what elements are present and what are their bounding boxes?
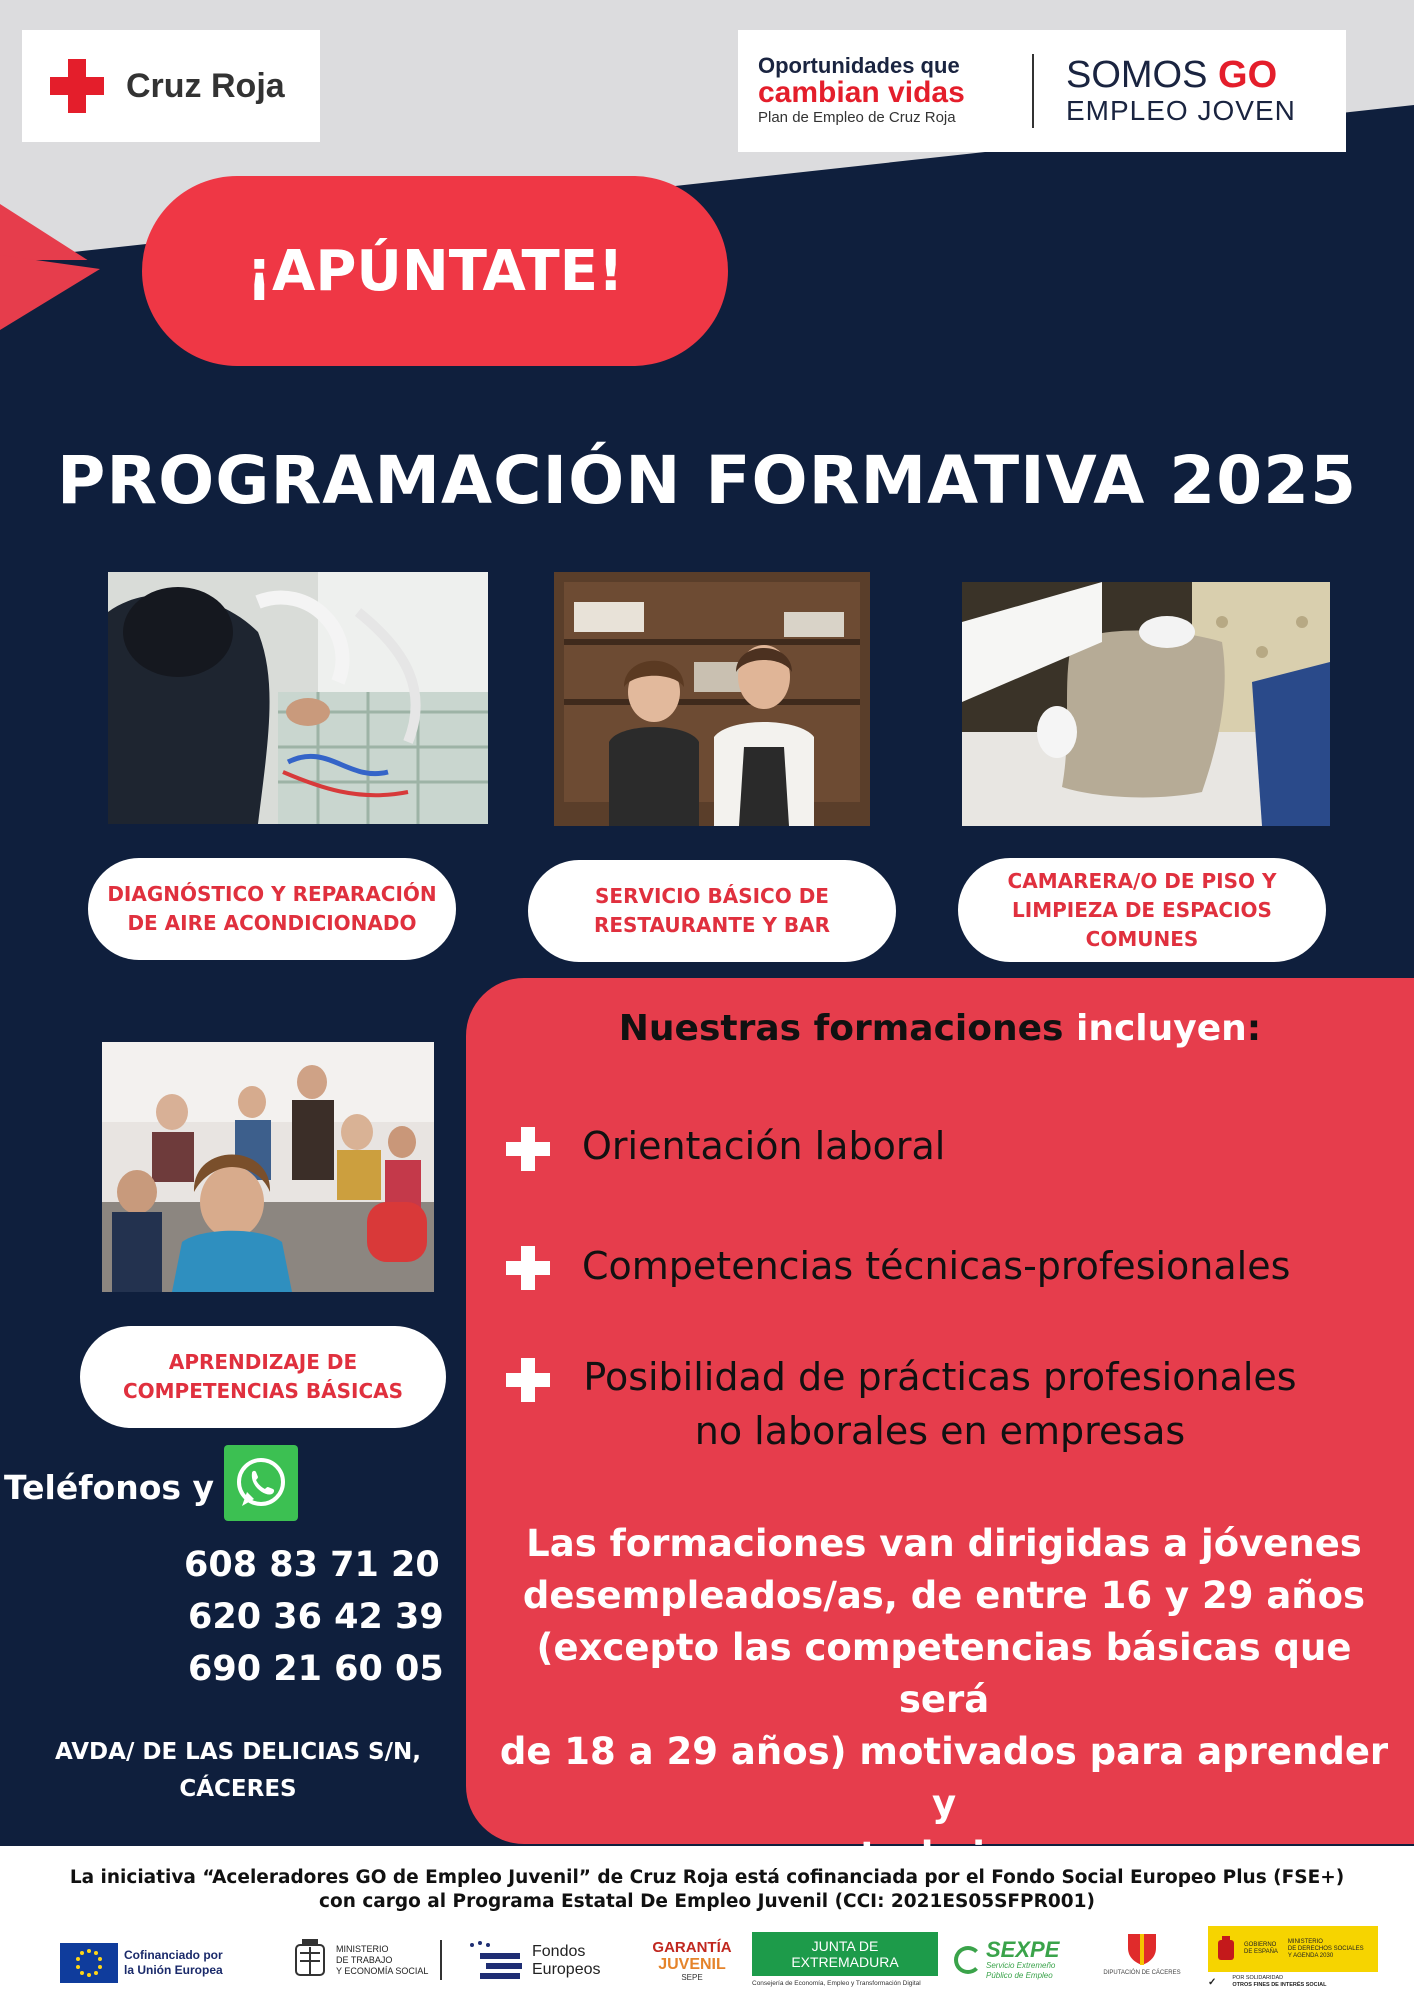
gobierno-line2: DE ESPAÑA <box>1244 1949 1278 1955</box>
sexpe-sub1: Servicio Extremeño <box>986 1961 1056 1970</box>
gobierno-line1: GOBIERNO <box>1244 1942 1277 1948</box>
empleo-joven-text: EMPLEO JOVEN <box>1066 95 1296 126</box>
solidaridad-line2: OTROS FINES DE INTERÉS SOCIAL <box>1232 1982 1327 1988</box>
phone-2[interactable]: 620 36 42 39 <box>188 1597 444 1637</box>
course-4-line1: APRENDIZAJE DE <box>168 1350 358 1374</box>
benefits-title-light: incluyen <box>1076 1008 1247 1049</box>
sexpe-text: SEXPE <box>986 1937 1060 1962</box>
somos-text: SOMOS <box>1066 54 1208 96</box>
course-3-line2: LIMPIEZA DE ESPACIOS <box>1012 897 1272 922</box>
phone-1[interactable]: 608 83 71 20 <box>184 1545 440 1585</box>
derechos-line3: Y AGENDA 2030 <box>1287 1952 1334 1959</box>
derechos-line1: MINISTERIO <box>1287 1938 1323 1945</box>
ministerio-line3: Y ECONOMÍA SOCIAL <box>336 1965 429 1976</box>
ministerio-trabajo-logo <box>290 1934 442 1986</box>
course-1-line2: DE AIRE ACONDICIONADO <box>127 911 417 935</box>
derechos-line2: DE DERECHOS SOCIALES <box>1287 1945 1364 1952</box>
audience-line-4: de 18 a 29 años) motivados para aprender y <box>499 1730 1389 1825</box>
benefit-3-line2: no laborales en empresas <box>694 1409 1186 1453</box>
funding-line2: con cargo al Programa Estatal De Empleo Juvenil (CCI: 2021ES05SFPR001) <box>319 1891 1095 1912</box>
plus-icon <box>506 1127 550 1171</box>
fondos-line2: Europeos <box>532 1961 601 1978</box>
solidaridad-line1: POR SOLIDARIDAD <box>1232 1975 1284 1981</box>
phone-3[interactable]: 690 21 60 05 <box>188 1649 444 1689</box>
benefits-title-colon: : <box>1246 1008 1262 1049</box>
eu-flag-icon <box>60 1943 118 1983</box>
audience-line-1: Las formaciones van dirigidas a jóvenes <box>526 1522 1362 1565</box>
whatsapp-icon[interactable] <box>224 1445 298 1521</box>
cruz-roja-logo <box>22 30 320 142</box>
garantia-line1: GARANTÍA <box>652 1938 732 1956</box>
address <box>40 1734 436 1808</box>
benefit-item-orientation: Orientación laboral <box>582 1124 946 1168</box>
plus-icon <box>506 1358 550 1402</box>
somos-go-logo <box>738 30 1346 152</box>
sexpe-sub2: Público de Empleo <box>986 1971 1053 1980</box>
apuntate-button[interactable]: ¡APÚNTATE! <box>142 176 728 366</box>
junta-extremadura-logo <box>752 1932 938 1988</box>
diputacion-caceres-logo <box>1100 1930 1184 1990</box>
course-pill-basic-skills <box>80 1326 446 1428</box>
oportunidades-line3: Plan de Empleo de Cruz Roja <box>758 109 956 126</box>
coat-of-arms-icon <box>290 1937 330 1983</box>
checkmark-icon: ✓ <box>1208 1976 1217 1988</box>
diputacion-text: DIPUTACIÓN DE CÁCERES <box>1103 1970 1181 1976</box>
phones-label: Teléfonos y <box>4 1468 215 1507</box>
benefit-3-line1: Posibilidad de prácticas profesionales <box>583 1355 1297 1399</box>
funding-statement <box>0 1866 1414 1914</box>
photo-housekeeping <box>962 582 1330 826</box>
audience-text <box>490 1518 1398 1882</box>
red-cross-icon <box>50 59 104 113</box>
eu-line1: Cofinanciado por <box>124 1948 223 1962</box>
course-1-line1: DIAGNÓSTICO Y REPARACIÓN <box>107 882 437 906</box>
course-pill-housekeeping <box>958 858 1326 962</box>
benefits-title-dark: Nuestras formaciones <box>618 1008 1064 1049</box>
garantia-juvenil-logo <box>648 1932 736 1990</box>
plus-icon <box>506 1246 550 1290</box>
go-text: GO <box>1218 54 1278 96</box>
page-title: PROGRAMACIÓN FORMATIVA 2025 <box>56 442 1357 519</box>
oportunidades-line1: Oportunidades que <box>758 53 960 78</box>
benefit-item-internships <box>560 1350 1320 1458</box>
course-2-line1: SERVICIO BÁSICO DE <box>595 884 829 908</box>
course-pill-restaurant <box>528 860 896 962</box>
diputacion-shield-icon <box>1124 1930 1160 1966</box>
course-pill-air-conditioning <box>88 858 456 960</box>
spain-coat-of-arms-icon <box>1214 1934 1238 1964</box>
audience-line-2: desempleados/as, de entre 16 y 29 años <box>522 1574 1366 1617</box>
sexpe-icon <box>954 1946 982 1974</box>
audience-line-3: (excepto las competencias básicas que será <box>536 1626 1352 1721</box>
fondos-europeos-icon <box>466 1939 528 1983</box>
garantia-sepe: SEPE <box>681 1972 703 1982</box>
ministerio-line2: DE TRABAJO <box>336 1954 393 1965</box>
course-3-line1: CAMARERA/O DE PISO Y <box>1007 868 1277 893</box>
sexpe-logo <box>954 1932 1084 1988</box>
benefit-item-competencies: Competencias técnicas-profesionales <box>582 1244 1291 1288</box>
junta-text: JUNTA DE EXTREMADURA <box>752 1932 938 1976</box>
course-2-line2: RESTAURANTE Y BAR <box>593 913 831 937</box>
photo-air-conditioning <box>108 572 488 824</box>
photo-classroom <box>102 1042 434 1292</box>
photo-restaurant-bar <box>554 572 870 826</box>
funding-line1: La iniciativa “Aceleradores GO de Empleo Juvenil” de Cruz Roja está cofinanciada por el Fondo Social Europeo Plus (FSE+) <box>69 1867 1345 1888</box>
eu-logo <box>60 1942 223 1984</box>
ministerio-line1: MINISTERIO <box>336 1943 389 1954</box>
red-arrow-accent <box>0 255 110 375</box>
cruz-roja-text: Cruz Roja <box>126 66 285 105</box>
gobierno-espana-logo <box>1208 1926 1378 1992</box>
course-4-line2: COMPETENCIAS BÁSICAS <box>122 1379 404 1403</box>
garantia-line2: JUVENIL <box>658 1955 726 1973</box>
course-3-line3: COMUNES <box>1085 926 1199 951</box>
oportunidades-line2: cambian vidas <box>758 76 965 109</box>
junta-sub: Consejería de Economía, Empleo y Transformación Digital <box>752 1980 921 1987</box>
fondos-europeos-logo <box>466 1936 601 1986</box>
eu-line2: la Unión Europea <box>124 1963 223 1977</box>
benefits-title <box>466 1008 1414 1049</box>
fondos-line1: Fondos <box>532 1943 586 1960</box>
address-line1: AVDA/ DE LAS DELICIAS S/N, <box>55 1739 421 1765</box>
address-line2: CÁCERES <box>179 1776 297 1802</box>
